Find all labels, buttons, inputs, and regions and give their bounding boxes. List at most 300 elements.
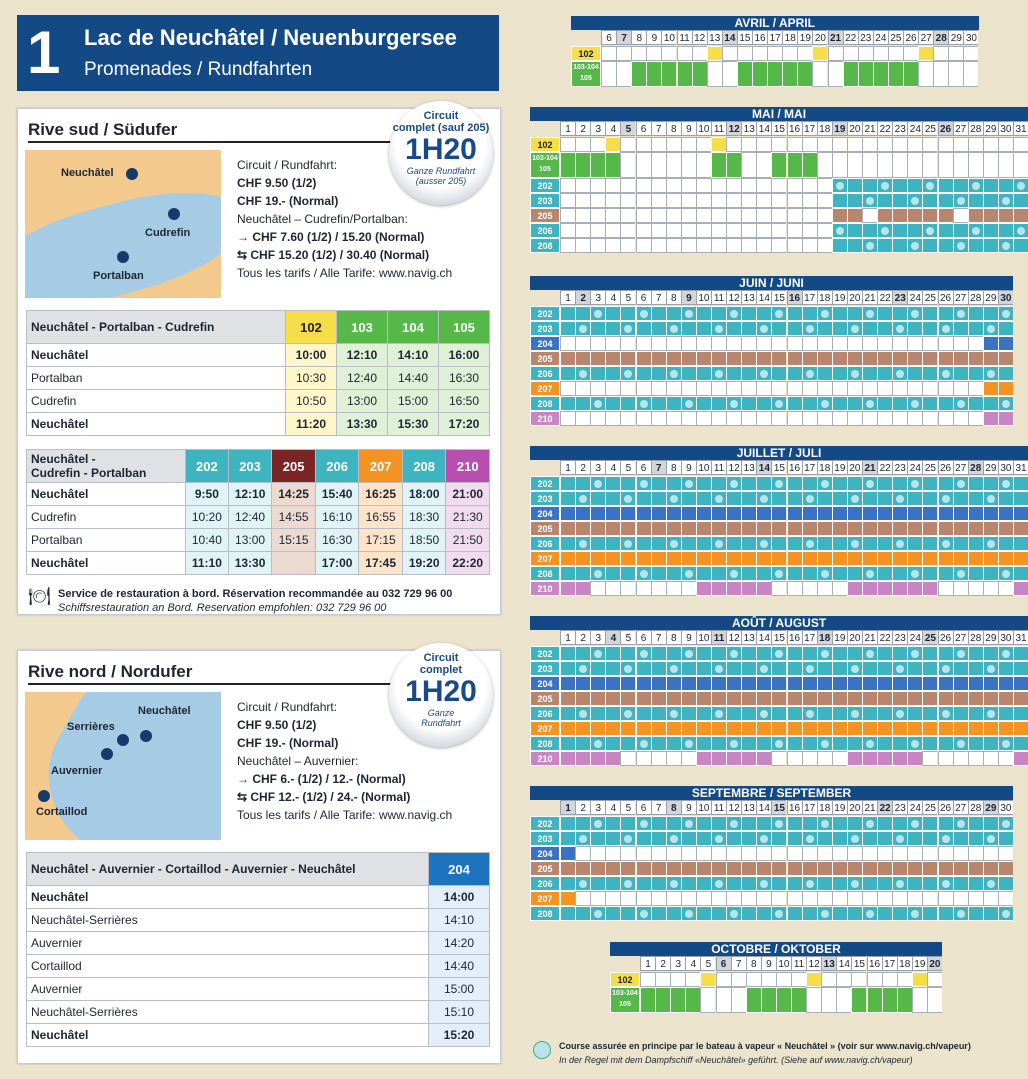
day-cell [802, 521, 817, 536]
day-number: 21 [862, 630, 877, 645]
day-cell [907, 223, 922, 238]
departure-time: 13:00 [337, 390, 388, 413]
day-cell [741, 846, 756, 861]
day-cell [858, 61, 873, 87]
day-cell [787, 396, 802, 411]
steamboat-dot-icon [594, 650, 602, 658]
day-cell [847, 661, 862, 676]
day-cell [711, 411, 726, 426]
day-number: 17 [802, 800, 817, 815]
day-cell [998, 676, 1013, 691]
day-cell [590, 706, 605, 721]
page-number: 1 [27, 19, 61, 86]
day-cell [711, 381, 726, 396]
steamboat-dot-icon [866, 570, 874, 578]
day-cell [681, 381, 696, 396]
day-cell [560, 336, 575, 351]
route-row [530, 876, 1013, 891]
day-cell [787, 137, 802, 152]
day-cell [922, 831, 937, 846]
day-cell [741, 491, 756, 506]
day-cell [696, 238, 711, 253]
day-cell [802, 306, 817, 321]
day-cell [681, 566, 696, 581]
day-number: 22 [877, 121, 892, 136]
day-cell [590, 476, 605, 491]
day-cell [862, 491, 877, 506]
day-cell [560, 506, 575, 521]
day-cell [575, 208, 590, 223]
steamboat-dot-icon [730, 400, 738, 408]
day-cell [575, 381, 590, 396]
steamboat-dot-icon [806, 495, 814, 503]
day-cell [847, 721, 862, 736]
day-cell [847, 691, 862, 706]
day-cell [877, 691, 892, 706]
day-number: 16 [787, 121, 802, 136]
day-cell [692, 46, 707, 61]
steamboat-dot-icon [806, 835, 814, 843]
day-number: 24 [907, 121, 922, 136]
fare-line: CHF 9.50 (1/2) [237, 718, 317, 732]
day-cell [605, 506, 620, 521]
steamboat-dot-icon [866, 740, 874, 748]
day-cell [756, 676, 771, 691]
steamboat-dot-icon [957, 820, 965, 828]
day-cell [998, 411, 1013, 426]
day-cell [953, 566, 968, 581]
day-cell [681, 891, 696, 906]
day-cell [1013, 178, 1028, 193]
day-cell [787, 661, 802, 676]
day-cell [953, 506, 968, 521]
day-cell [802, 336, 817, 351]
timetable-south-1 [26, 310, 490, 436]
day-cell [560, 736, 575, 751]
fare-line: ⇆ CHF 15.20 (1/2) / 30.40 (Normal) [237, 248, 430, 262]
day-cell [636, 646, 651, 661]
steamboat-dot-icon [730, 480, 738, 488]
day-cell [892, 193, 907, 208]
day-cell [620, 223, 635, 238]
day-cell [892, 366, 907, 381]
day-cell [968, 366, 983, 381]
map-label: Neuchâtel [138, 705, 191, 717]
day-cell [862, 306, 877, 321]
day-cell [696, 178, 711, 193]
day-cell [560, 238, 575, 253]
day-number: 16 [867, 956, 882, 971]
steamboat-dot-icon [640, 910, 648, 918]
day-number: 26 [938, 460, 953, 475]
day-cell [696, 491, 711, 506]
day-cell [877, 891, 892, 906]
day-cell [666, 152, 681, 178]
day-cell [756, 366, 771, 381]
steamboat-dot-icon [760, 835, 768, 843]
day-cell [918, 61, 933, 87]
day-cell [938, 581, 953, 596]
day-cell [560, 581, 575, 596]
day-cell [877, 411, 892, 426]
steamboat-dot-icon [594, 310, 602, 318]
day-cell [907, 152, 922, 178]
day-cell [828, 61, 843, 87]
day-cell [605, 891, 620, 906]
day-cell [741, 691, 756, 706]
day-cell [832, 381, 847, 396]
day-cell [877, 646, 892, 661]
day-number: 2 [575, 290, 590, 305]
service-text: Schiffsrestauration an Bord. Reservation empfohlen: 032 729 96 00 [58, 602, 387, 614]
day-cell [802, 861, 817, 876]
day-cell [560, 476, 575, 491]
steamboat-dot-icon [851, 835, 859, 843]
day-cell [716, 987, 731, 1013]
steamboat-dot-icon [942, 835, 950, 843]
day-number: 10 [696, 290, 711, 305]
departure-time: 15:40 [315, 483, 359, 506]
day-cell [802, 566, 817, 581]
day-cell [847, 876, 862, 891]
steamboat-dot-icon [730, 570, 738, 578]
route-label: 205 [530, 208, 560, 223]
day-cell [817, 351, 832, 366]
day-number: 11 [711, 290, 726, 305]
day-cell [832, 491, 847, 506]
day-cell [998, 566, 1013, 581]
day-cell [726, 152, 741, 178]
day-cell [651, 396, 666, 411]
day-cell [832, 152, 847, 178]
day-cell [922, 476, 937, 491]
day-cell [575, 646, 590, 661]
day-cell [817, 381, 832, 396]
day-cell [1013, 581, 1028, 596]
day-number: 10 [661, 30, 676, 45]
day-cell [817, 223, 832, 238]
day-cell [605, 336, 620, 351]
day-cell [922, 238, 937, 253]
route-label: 207 [530, 891, 560, 906]
day-cell [903, 61, 918, 87]
day-cell [897, 972, 912, 987]
day-cell [877, 321, 892, 336]
day-cell [756, 193, 771, 208]
day-cell [560, 846, 575, 861]
day-cell [862, 351, 877, 366]
steamboat-dot-icon [926, 227, 934, 235]
day-number: 2 [575, 121, 590, 136]
day-cell [771, 661, 786, 676]
day-cell [666, 906, 681, 921]
day-cell [998, 321, 1013, 336]
steamboat-dot-icon [957, 650, 965, 658]
day-cell [590, 208, 605, 223]
day-cell [575, 891, 590, 906]
day-cell [681, 831, 696, 846]
day-cell [938, 536, 953, 551]
day-cell [726, 736, 741, 751]
day-cell [847, 566, 862, 581]
day-cell [1013, 676, 1028, 691]
route-row [530, 521, 1028, 536]
day-cell [651, 646, 666, 661]
day-cell [756, 891, 771, 906]
day-cell [700, 972, 715, 987]
day-cell [636, 506, 651, 521]
day-cell [817, 238, 832, 253]
day-cell [953, 816, 968, 831]
route-label: 204 [530, 846, 560, 861]
route-row [530, 736, 1028, 751]
day-cell [968, 706, 983, 721]
day-cell [767, 46, 782, 61]
day-cell [877, 721, 892, 736]
day-cell [862, 906, 877, 921]
day-cell [651, 178, 666, 193]
day-cell [817, 831, 832, 846]
day-cell [802, 691, 817, 706]
day-cell [983, 536, 998, 551]
day-cell [771, 381, 786, 396]
day-cell [666, 566, 681, 581]
day-cell [998, 831, 1013, 846]
departure-time: 16:25 [359, 483, 403, 506]
day-cell [651, 152, 666, 178]
fare-line: Circuit / Rundfahrt: [237, 700, 338, 714]
day-number: 6 [716, 956, 731, 971]
day-cell [560, 306, 575, 321]
day-cell [817, 581, 832, 596]
day-cell [651, 581, 666, 596]
day-header [571, 30, 979, 46]
day-cell [832, 906, 847, 921]
steamboat-dot-icon [836, 227, 844, 235]
departure-time: 10:30 [286, 367, 337, 390]
steamboat-dot-icon [926, 182, 934, 190]
day-number: 7 [651, 630, 666, 645]
day-cell [862, 137, 877, 152]
day-number: 8 [666, 460, 681, 475]
day-cell [605, 476, 620, 491]
south-panel [17, 108, 501, 615]
day-number: 6 [601, 30, 616, 45]
route-label: 208 [530, 736, 560, 751]
day-number: 14 [836, 956, 851, 971]
day-number: 5 [620, 121, 635, 136]
day-cell [998, 223, 1013, 238]
day-cell [726, 661, 741, 676]
day-cell [590, 891, 605, 906]
route-label: 206 [530, 223, 560, 238]
day-cell [590, 351, 605, 366]
badge-text: Circuit [423, 652, 459, 664]
day-cell [787, 846, 802, 861]
day-cell [711, 721, 726, 736]
steamboat-dot-icon [851, 370, 859, 378]
day-cell [968, 178, 983, 193]
day-cell [912, 972, 927, 987]
day-cell [862, 721, 877, 736]
day-number: 8 [666, 290, 681, 305]
day-cell [877, 566, 892, 581]
day-cell [968, 336, 983, 351]
day-cell [636, 336, 651, 351]
day-cell [696, 891, 711, 906]
day-cell [862, 238, 877, 253]
day-cell [817, 691, 832, 706]
day-cell [655, 972, 670, 987]
day-cell [756, 506, 771, 521]
day-cell [832, 306, 847, 321]
day-cell [907, 396, 922, 411]
day-number: 26 [938, 800, 953, 815]
day-number: 29 [983, 290, 998, 305]
day-cell [802, 381, 817, 396]
route-row [530, 411, 1013, 426]
day-cell [953, 646, 968, 661]
day-cell [968, 238, 983, 253]
day-cell [817, 551, 832, 566]
route-number: 105 [439, 311, 490, 344]
day-cell [741, 152, 756, 178]
day-cell [953, 536, 968, 551]
day-cell [817, 646, 832, 661]
badge-text: Ganze [427, 708, 455, 718]
day-cell [726, 536, 741, 551]
day-cell [832, 551, 847, 566]
day-number: 4 [605, 460, 620, 475]
route-row [530, 178, 1028, 193]
day-cell [560, 536, 575, 551]
day-cell [892, 491, 907, 506]
steamboat-dot-icon [715, 665, 723, 673]
day-cell [696, 816, 711, 831]
day-cell [998, 208, 1013, 223]
day-cell [983, 751, 998, 766]
departure-time: 13:30 [337, 413, 388, 436]
day-cell [787, 736, 802, 751]
day-cell [983, 861, 998, 876]
day-cell [620, 646, 635, 661]
day-cell [620, 137, 635, 152]
steamboat-dot-icon [806, 540, 814, 548]
day-cell [862, 646, 877, 661]
route-row [530, 906, 1013, 921]
day-cell [620, 476, 635, 491]
day-cell [651, 661, 666, 676]
day-cell [938, 476, 953, 491]
day-cell [802, 238, 817, 253]
day-cell [575, 876, 590, 891]
day-cell [756, 491, 771, 506]
day-cell [817, 906, 832, 921]
day-number: 1 [640, 956, 655, 971]
day-number: 5 [620, 460, 635, 475]
day-number: 28 [968, 460, 983, 475]
day-cell [620, 751, 635, 766]
day-cell [666, 396, 681, 411]
day-cell [575, 706, 590, 721]
day-cell [651, 491, 666, 506]
day-cell [998, 491, 1013, 506]
day-cell [620, 706, 635, 721]
day-cell [771, 861, 786, 876]
day-cell [922, 706, 937, 721]
day-cell [953, 721, 968, 736]
day-cell [726, 566, 741, 581]
day-cell [651, 706, 666, 721]
day-cell [771, 521, 786, 536]
map-label: Portalban [93, 270, 144, 282]
steamboat-dot-icon [730, 820, 738, 828]
day-cell [590, 551, 605, 566]
day-cell [938, 152, 953, 178]
day-cell [832, 661, 847, 676]
day-number: 24 [907, 800, 922, 815]
day-cell [636, 238, 651, 253]
day-cell [666, 661, 681, 676]
header-title: Lac de Neuchâtel / Neuenburgersee [84, 25, 457, 50]
route-number: 204 [429, 853, 490, 886]
day-cell [953, 706, 968, 721]
day-number: 20 [812, 30, 827, 45]
day-cell [726, 891, 741, 906]
day-cell [892, 831, 907, 846]
day-cell [821, 972, 836, 987]
day-cell [605, 736, 620, 751]
day-cell [756, 521, 771, 536]
route-row [530, 137, 1028, 152]
day-cell [681, 521, 696, 536]
day-cell [1013, 751, 1028, 766]
day-cell [851, 972, 866, 987]
day-cell [983, 566, 998, 581]
day-number: 9 [761, 956, 776, 971]
service-text: Service de restauration à bord. Réservation recommandée au 032 729 96 00 [58, 588, 453, 600]
fare-line: Neuchâtel – Auvernier: [237, 754, 359, 768]
day-cell [802, 223, 817, 238]
day-cell [832, 751, 847, 766]
day-cell [696, 381, 711, 396]
timetable-south-2 [26, 449, 490, 575]
day-cell [651, 551, 666, 566]
day-cell [636, 396, 651, 411]
day-cell [620, 876, 635, 891]
day-cell [938, 506, 953, 521]
day-cell [651, 476, 666, 491]
day-cell [963, 61, 978, 87]
day-cell [873, 46, 888, 61]
day-cell [726, 208, 741, 223]
day-cell [741, 661, 756, 676]
legend-text: In der Regel mit dem Dampfschiff «Neuchâtel» geführt. (Siehe auf www.navig.ch/vapeur) [559, 1055, 913, 1065]
route-number: 202 [186, 450, 229, 483]
day-cell [922, 137, 937, 152]
day-cell [666, 831, 681, 846]
day-number: 1 [560, 290, 575, 305]
day-cell [651, 506, 666, 521]
day-cell [661, 61, 676, 87]
day-cell [877, 861, 892, 876]
day-cell [601, 46, 616, 61]
day-cell [605, 152, 620, 178]
route-label: 102 [530, 137, 560, 152]
day-cell [752, 46, 767, 61]
steamboat-dot-icon [715, 495, 723, 503]
day-cell [847, 646, 862, 661]
